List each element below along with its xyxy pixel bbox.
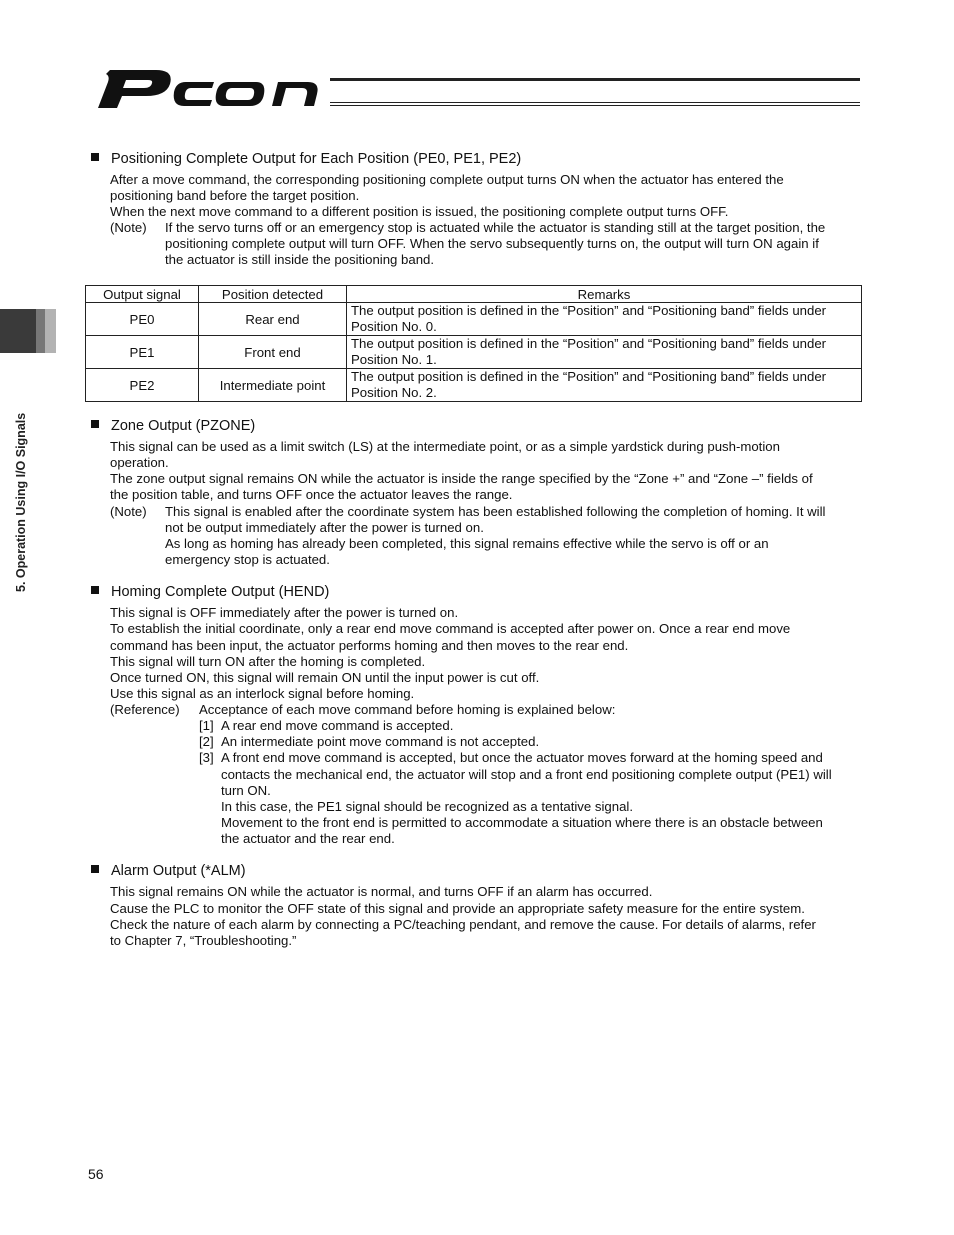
list-item-text-cont: turn ON. xyxy=(221,783,271,798)
table-cell-position: Rear end xyxy=(199,303,347,336)
pe-note-line: the actuator is still inside the positioning band. xyxy=(165,252,435,267)
table-cell-signal: PE1 xyxy=(86,336,199,369)
output-signal-table xyxy=(85,285,862,402)
hend-line: To establish the initial coordinate, only a rear end move command is accepted after power on. Once a rear end move xyxy=(110,621,791,636)
alm-line: Check the nature of each alarm by connecting a PC/teaching pendant, and remove the cause. For details of alarms, refer xyxy=(110,917,816,932)
zone-note-line: This signal is enabled after the coordinate system has been established following the completion of homing. It will xyxy=(165,504,826,519)
table-cell-position: Front end xyxy=(199,336,347,369)
bullet-square-icon xyxy=(91,586,99,594)
list-item-text-cont: the actuator and the rear end. xyxy=(221,831,395,846)
alm-line: Cause the PLC to monitor the OFF state of this signal and provide an appropriate safety measure for the entire system. xyxy=(110,901,805,916)
table-cell-remarks: The output position is defined in the “Position” and “Positioning band” fields under Position No. 0. xyxy=(347,303,862,336)
section-heading-pe: Positioning Complete Output for Each Position (PE0, PE1, PE2) xyxy=(91,151,521,167)
chapter-tab-marker-mid xyxy=(36,309,45,353)
list-item-number: [1] xyxy=(199,718,214,733)
hend-ref-text: Acceptance of each move command before homing is explained below: xyxy=(199,702,616,717)
table-cell-remarks: The output position is defined in the “Position” and “Positioning band” fields under Position No. 2. xyxy=(347,369,862,402)
zone-line: operation. xyxy=(110,455,169,470)
list-item-text-cont: In this case, the PE1 signal should be recognized as a tentative signal. xyxy=(221,799,633,814)
section-heading-zone: Zone Output (PZONE) xyxy=(91,418,255,434)
table-cell-remarks: The output position is defined in the “Position” and “Positioning band” fields under Position No. 1. xyxy=(347,336,862,369)
zone-note-label: (Note) xyxy=(110,504,147,519)
hend-line: This signal will turn ON after the homing is completed. xyxy=(110,654,426,669)
zone-line: The zone output signal remains ON while the actuator is inside the range specified by the “Zone +” and “Zone –” fields of xyxy=(110,471,813,486)
table-header-remarks: Remarks xyxy=(347,286,862,303)
list-item-text: An intermediate point move command is not accepted. xyxy=(221,734,540,749)
pe-line: When the next move command to a different position is issued, the positioning complete output turns OFF. xyxy=(110,204,729,219)
list-item-text-cont: contacts the mechanical end, the actuator will stop and a front end positioning complete output (PE1) will xyxy=(221,767,832,782)
table-cell-position: Intermediate point xyxy=(199,369,347,402)
page-number: 56 xyxy=(88,1166,104,1182)
pe-line: After a move command, the corresponding positioning complete output turns ON when the actuator has entered the xyxy=(110,172,784,187)
table-cell-signal: PE2 xyxy=(86,369,199,402)
pe-note-line: If the servo turns off or an emergency stop is actuated while the actuator is standing still at the target position, the xyxy=(165,220,826,235)
list-item-text: A front end move command is accepted, but once the actuator moves forward at the homing speed and xyxy=(221,750,823,765)
zone-note-line: not be output immediately after the power is turned on. xyxy=(165,520,484,535)
table-row xyxy=(86,336,862,369)
table-row xyxy=(86,303,862,336)
chapter-tab-marker xyxy=(0,309,36,353)
list-item-text: A rear end move command is accepted. xyxy=(221,718,454,733)
list-item-text-cont: Movement to the front end is permitted to accommodate a situation where there is an obstacle between xyxy=(221,815,823,830)
pe-note-line: positioning complete output will turn OFF. When the servo subsequently turns on, the output will turn ON again if xyxy=(165,236,819,251)
header-rule-thin xyxy=(330,102,860,106)
table-row xyxy=(86,369,862,402)
zone-note-line: As long as homing has already been completed, this signal remains effective while the servo is off or an xyxy=(165,536,769,551)
table-header-row xyxy=(86,286,862,303)
table-cell-signal: PE0 xyxy=(86,303,199,336)
hend-line: command has been input, the actuator performs homing and then moves to the rear end. xyxy=(110,638,629,653)
zone-note-line: emergency stop is actuated. xyxy=(165,552,330,567)
alm-line: This signal remains ON while the actuator is normal, and turns OFF if an alarm has occurred. xyxy=(110,884,653,899)
zone-line: This signal can be used as a limit switch (LS) at the intermediate point, or as a simple yardstick during push-motion xyxy=(110,439,780,454)
bullet-square-icon xyxy=(91,153,99,161)
hend-line: Once turned ON, this signal will remain ON until the input power is cut off. xyxy=(110,670,540,685)
section-heading-alm: Alarm Output (*ALM) xyxy=(91,863,246,879)
chapter-side-label: 5. Operation Using I/O Signals xyxy=(14,412,28,592)
hend-ref-label: (Reference) xyxy=(110,702,180,717)
hend-line: Use this signal as an interlock signal before homing. xyxy=(110,686,415,701)
table-header-signal: Output signal xyxy=(86,286,199,303)
bullet-square-icon xyxy=(91,420,99,428)
pe-line: positioning band before the target position. xyxy=(110,188,360,203)
table-header-position: Position detected xyxy=(199,286,347,303)
list-item-number: [2] xyxy=(199,734,214,749)
zone-line: the position table, and turns OFF once the actuator leaves the range. xyxy=(110,487,513,502)
list-item-number: [3] xyxy=(199,750,214,765)
pe-note-label: (Note) xyxy=(110,220,147,235)
pcon-logo xyxy=(96,66,336,110)
hend-line: This signal is OFF immediately after the power is turned on. xyxy=(110,605,459,620)
section-heading-hend: Homing Complete Output (HEND) xyxy=(91,584,329,600)
header-rule-thick xyxy=(330,78,860,81)
alm-line: to Chapter 7, “Troubleshooting.” xyxy=(110,933,297,948)
bullet-square-icon xyxy=(91,865,99,873)
chapter-tab-marker-light xyxy=(45,309,56,353)
